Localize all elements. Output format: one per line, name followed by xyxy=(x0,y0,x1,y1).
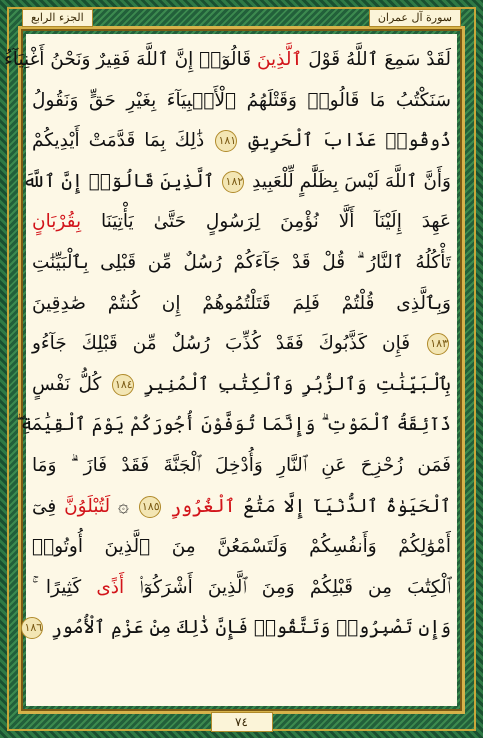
verse-text: قَالُوٓا۟ إِنَّ ٱللَّهَ فَقِيرٌ وَنَحْنُ أَغْنِيَآءُ xyxy=(4,49,257,70)
page-number: ٧٤ xyxy=(211,712,273,732)
text-line xyxy=(32,324,451,365)
verse-text: لَقَدْ سَمِعَ ٱللَّهُ قَوْلَ xyxy=(302,49,451,70)
text-line xyxy=(32,527,451,568)
text-line xyxy=(32,365,451,406)
text-line xyxy=(32,81,451,122)
verse-text: ذَآئِقَةُ ٱلْمَوْتِ ۗ وَإِنَّمَا تُوَفَّوْنَ أُجُورَكُمْ يَوْمَ ٱلْقِيَٰمَةِ ۖ xyxy=(16,414,451,436)
verse-text: كَثِيرًا ۚ xyxy=(32,576,97,598)
text-line xyxy=(32,121,451,162)
verse-text: كُلُّ نَفْسٍ xyxy=(32,373,110,395)
juz-label: الجزء الرابع xyxy=(22,9,93,27)
verse-text: سَنَكْتُبُ مَا قَالُوا۟ وَقَتْلَهُمُ ٱلْأَنۢبِيَآءَ بِغَيْرِ حَقٍّ وَنَقُولُ xyxy=(32,89,451,111)
verse-text: ذُوقُوا۟ عَذَابَ ٱلْحَرِيقِ xyxy=(239,130,451,152)
ayah-number-marker: ١٨٢ xyxy=(222,171,244,193)
highlighted-word: ٱلَّذِينَ xyxy=(256,49,303,70)
text-line xyxy=(32,487,451,528)
verse-text: أَمْوَٰلِكُمْ وَأَنفُسِكُمْ وَلَتَسْمَعُنَّ مِنَ ٱلَّذِينَ أُوتُوا۟ xyxy=(32,536,451,558)
verse-text: فَمَن زُحْزِحَ عَنِ ٱلنَّارِ وَأُدْخِلَ ٱلْجَنَّةَ فَقَدْ فَازَ ۗ وَمَا xyxy=(32,454,451,476)
verse-text: بِٱلْبَيِّنَٰتِ وَٱلزُّبُرِ وَٱلْكِتَٰبِ ٱلْمُنِيرِ xyxy=(135,373,451,395)
page-header xyxy=(22,8,461,28)
highlighted-word: أَذًى xyxy=(96,576,125,598)
highlighted-word: بِقُرْبَانٍ xyxy=(32,211,82,233)
verse-text: ٱلَّذِينَ قَالُوٓا۟ إِنَّ ٱللَّهَ xyxy=(22,170,221,192)
ayah-number-marker: ١٨٣ xyxy=(427,333,449,355)
text-line xyxy=(32,284,451,325)
verse-text: ٱلْحَيَوٰةُ ٱلدُّنْيَآ إِلَّا مَتَٰعُ xyxy=(235,495,451,517)
verse-text: وَأَنَّ ٱللَّهَ لَيْسَ بِظَلَّٰمٍ لِّلْعَبِيدِ xyxy=(246,170,451,192)
text-line xyxy=(24,608,451,649)
surah-label: سورة آل عمران xyxy=(369,9,461,27)
verse-text: وَبِٱلَّذِى قُلْتُمْ فَلِمَ قَتَلْتُمُوهُمْ إِن كُنتُمْ صَٰدِقِينَ xyxy=(32,292,451,314)
text-line xyxy=(32,243,451,284)
highlighted-word: لَتُبْلَوُنَّ xyxy=(64,495,111,517)
verse-text: فَإِن كَذَّبُوكَ فَقَدْ كُذِّبَ رُسُلٌ مِّن قَبْلِكَ جَآءُو xyxy=(32,333,425,355)
text-line xyxy=(22,162,451,203)
verse-text: تَأْكُلُهُ ٱلنَّارُ ۗ قُلْ قَدْ جَآءَكُمْ رُسُلٌ مِّن قَبْلِى بِٱلْبَيِّنَٰتِ xyxy=(32,251,451,273)
text-page xyxy=(4,34,457,706)
ayah-number-marker: ١٨٥ xyxy=(139,496,161,518)
text-line xyxy=(32,446,451,487)
verse-text: ۞ xyxy=(110,495,137,517)
ayah-number-marker: ١٨١ xyxy=(215,130,237,152)
verse-text: ذَٰلِكَ بِمَا قَدَّمَتْ أَيْدِيكُمْ xyxy=(32,130,214,152)
text-line xyxy=(16,405,451,446)
text-line xyxy=(32,202,451,243)
verse-text: وَإِن تَصْبِرُوا۟ وَتَتَّقُوا۟ فَإِنَّ ذَٰلِكَ مِنْ عَزْمِ ٱلْأُمُورِ xyxy=(45,617,451,639)
ayah-number-marker: ١٨٤ xyxy=(112,374,134,396)
text-line xyxy=(4,40,451,81)
ayah-number-marker: ١٨٦ xyxy=(21,617,43,639)
verse-text: عَهِدَ إِلَيْنَآ أَلَّا نُؤْمِنَ لِرَسُولٍ حَتَّىٰ يَأْتِيَنَا xyxy=(81,211,451,233)
verse-text: ٱلْكِتَٰبَ مِن قَبْلِكُمْ وَمِنَ ٱلَّذِينَ أَشْرَكُوٓا۟ xyxy=(124,576,451,598)
highlighted-word: ٱلْغُرُورِ xyxy=(170,495,236,517)
text-line xyxy=(32,568,451,609)
verse-lines xyxy=(4,40,451,700)
verse-text: فِىٓ xyxy=(32,495,65,517)
